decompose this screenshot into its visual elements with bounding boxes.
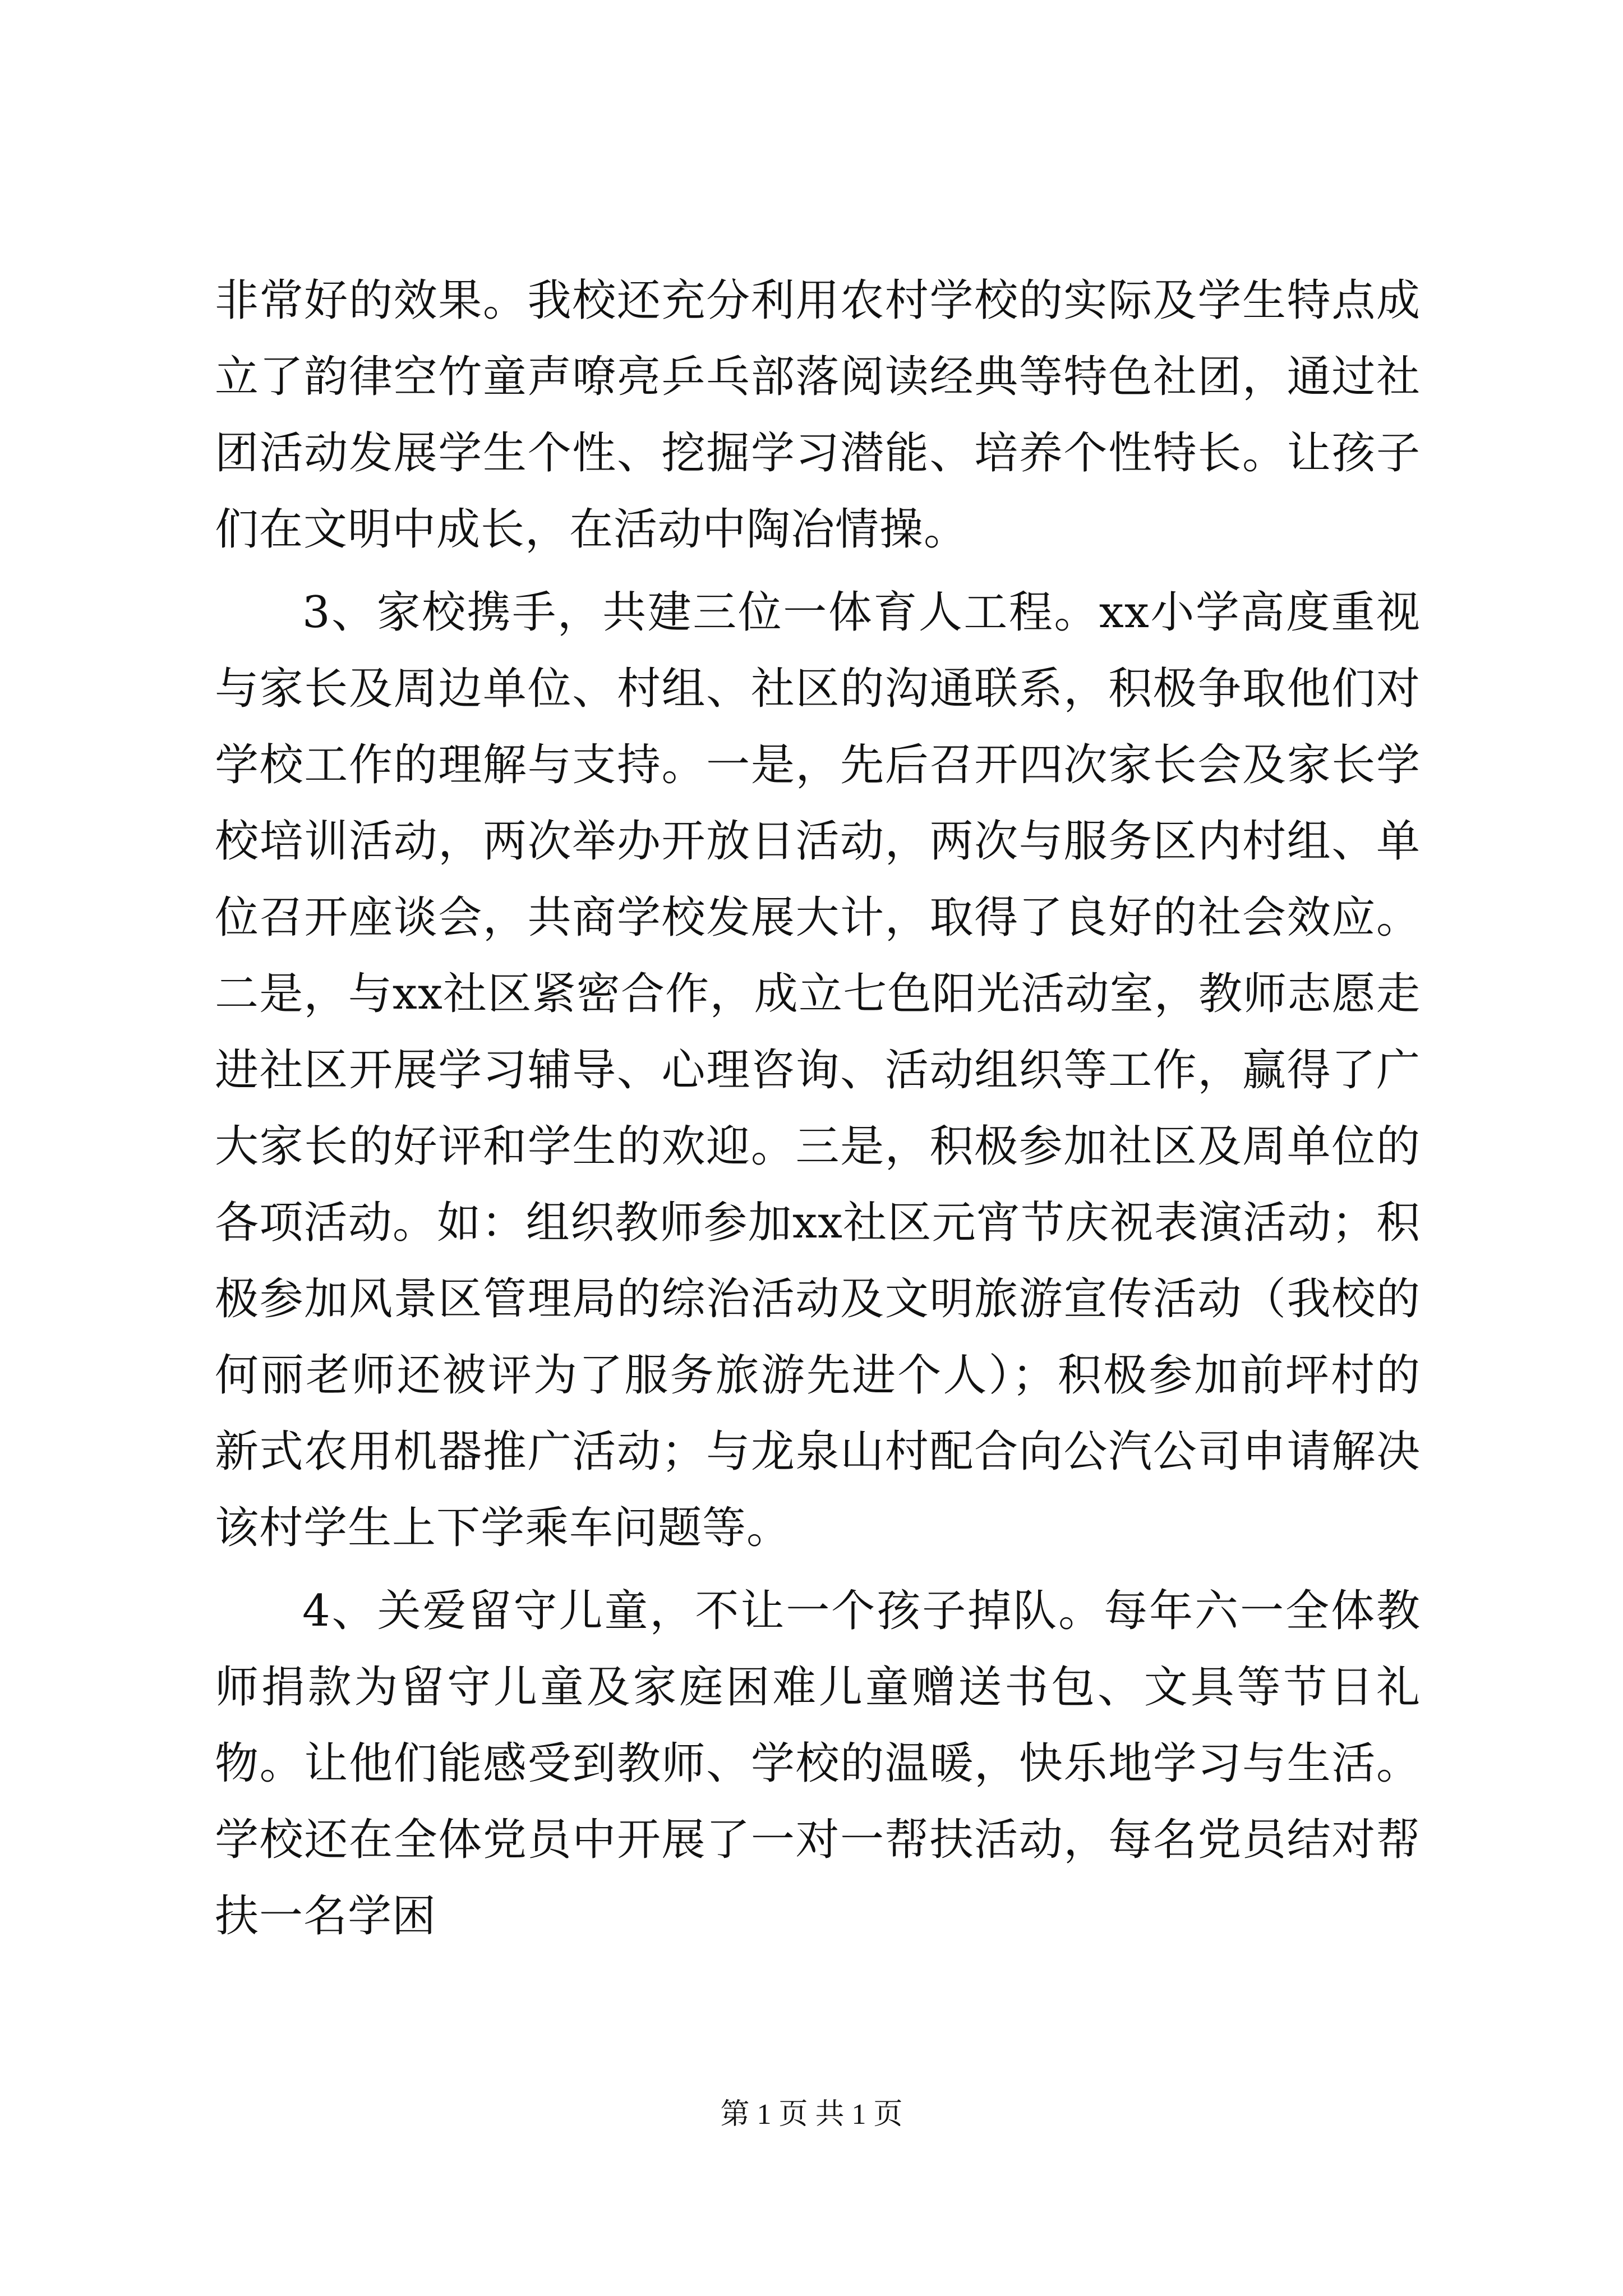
paragraph-left-behind-children: 4、关爱留守儿童，不让一个孩子掉队。每年六一全体教师捐款为留守儿童及家庭困难儿童赠送书包、文具等节日礼物。让他们能感受到教师、学校的温暖，快乐地学习与生活。学校还在全体党员中开展了一对一帮扶活动，每名党员结对帮扶一名学困 [215,1586,1421,1941]
page-footer: 第 1 页 共 1 页 [720,2099,903,2131]
paragraph-home-school-cooperation: 3、家校携手，共建三位一体育人工程。xx小学高度重视与家长及周边单位、村组、社区的沟通联系，积极争取他们对学校工作的理解与支持。一是，先后召开四次家长会及家长学校培训活动，两次举办开放日活动，两次与服务区内村组、单位召开座谈会，共商学校发展大计，取得了良好的社会效应。二是，与xx社区紧密合作，成立七色阳光活动室，教师志愿走进社区开展学习辅导、心理咨询、活动组织等工作，赢得了广大家长的好评和学生的欢迎。三是，积极参加社区及周单位的各项活动。如：组织教师参加xx社区元宵节庆祝表演活动；积极参加风景区管理局的综治活动及文明旅游宣传活动（我校的何丽老师还被评为了服务旅游先进个人）；积极参加前坪村的新式农用机器推广活动；与龙泉山村配合向公汽公司申请解决该村学生上下学乘车问题等。 [215,587,1421,1553]
paragraph-continuation: 非常好的效果。我校还充分利用农村学校的实际及学生特点成立了韵律空竹童声嘹亮乒乓部落阅读经典等特色社团，通过社团活动发展学生个性、挖掘学习潜能、培养个性特长。让孩子们在文明中成长，在活动中陶冶情操。 [215,275,1421,555]
document-body [215,263,1421,1954]
